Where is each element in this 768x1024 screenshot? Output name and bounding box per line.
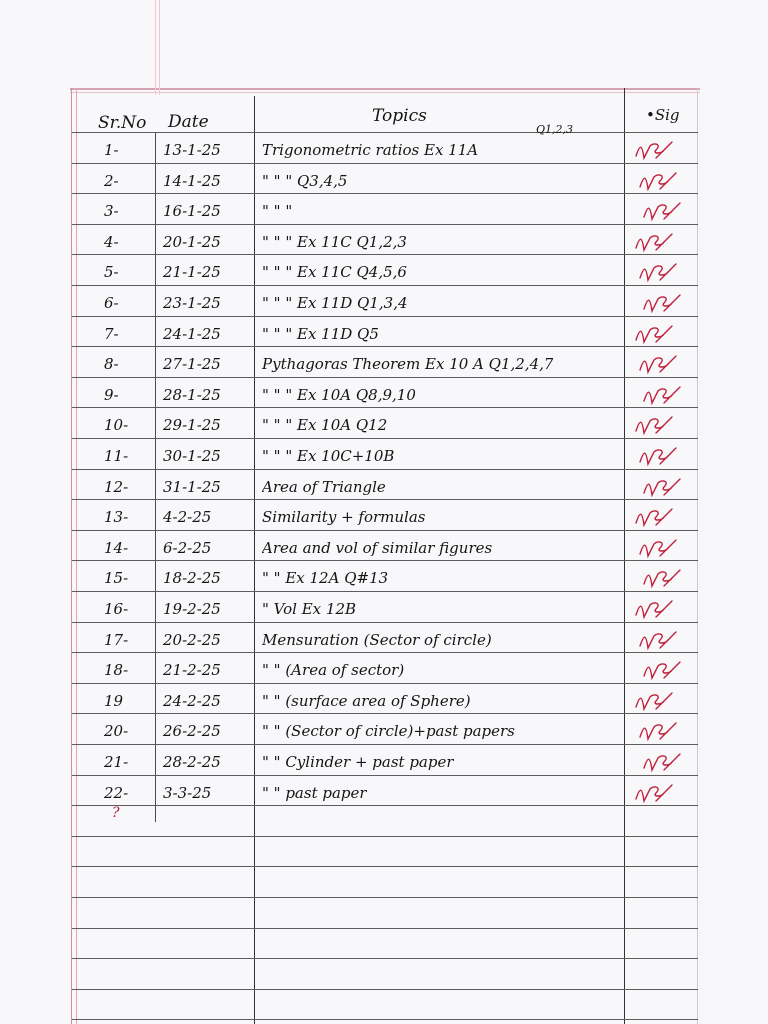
entry-serial: 3- <box>104 202 119 221</box>
signature-initials-icon <box>636 354 688 376</box>
entry-serial: 4- <box>104 232 119 251</box>
ruled-line <box>72 928 698 929</box>
ruled-line <box>72 469 698 470</box>
entry-topic: " " (Area of sector) <box>262 663 405 679</box>
ruled-line <box>72 438 698 439</box>
ruled-line <box>72 193 698 194</box>
signature-initials-icon <box>632 324 684 346</box>
signature-initials-icon <box>632 691 684 713</box>
header-topics: Topics <box>372 106 427 126</box>
entry-date: 28-2-25 <box>163 753 221 771</box>
faint-margin-line <box>155 0 156 95</box>
entry-date: 28-1-25 <box>163 385 221 404</box>
signature-initials-icon <box>640 568 692 590</box>
entry-topic: Trigonometric ratios Ex 11A <box>262 143 479 158</box>
ruled-line <box>72 775 698 776</box>
entry-serial: 18- <box>104 661 129 680</box>
signature-initials-icon <box>636 171 688 193</box>
ruled-line <box>72 530 698 531</box>
ruled-line <box>72 622 698 623</box>
ruled-line <box>72 836 698 837</box>
ruled-line <box>72 1019 698 1020</box>
ruled-line <box>72 285 698 286</box>
ruled-line <box>72 346 698 347</box>
top-margin-line <box>70 88 700 90</box>
entry-serial: 12- <box>104 477 129 496</box>
entry-topic: " " " Ex 10A Q12 <box>262 418 388 434</box>
entry-date: 21-1-25 <box>163 263 221 282</box>
entry-serial: 13- <box>104 508 129 527</box>
signature-column-divider <box>624 88 625 1024</box>
signature-initials-icon <box>640 477 692 499</box>
entry-topic: " " past paper <box>262 785 367 801</box>
ruled-line <box>72 958 698 959</box>
signature-initials-icon <box>632 232 684 254</box>
header-serial: Sr.No <box>98 113 147 133</box>
ruled-line <box>72 989 698 990</box>
ruled-line <box>72 744 698 745</box>
entry-date: 29-1-25 <box>163 416 221 435</box>
entry-serial: 22- <box>104 783 129 802</box>
ruled-line <box>72 591 698 592</box>
entry-serial: 14- <box>104 538 129 557</box>
signature-initials-icon <box>632 140 684 162</box>
ruled-line <box>72 224 698 225</box>
entry-date: 4-2-25 <box>163 508 212 527</box>
signature-initials-icon <box>640 293 692 315</box>
entry-date: 19-2-25 <box>163 600 221 618</box>
entry-date: 16-1-25 <box>163 202 221 221</box>
entry-topic: " " " Ex 11D Q5 <box>262 326 379 342</box>
entry-topic: " " " Ex 10A Q8,9,10 <box>262 387 416 403</box>
entry-date: 24-2-25 <box>163 691 221 710</box>
entry-date: 20-2-25 <box>163 630 221 649</box>
ruled-line <box>72 377 698 378</box>
signature-initials-icon <box>640 660 692 682</box>
header-topics-note: Q1,2,3 <box>536 123 574 136</box>
ruled-line <box>72 560 698 561</box>
entry-serial: 2- <box>104 171 119 190</box>
ruled-line <box>72 713 698 714</box>
entry-topic: " Vol Ex 12B <box>262 602 357 617</box>
entry-serial: 20- <box>104 722 129 741</box>
signature-initials-icon <box>640 201 692 223</box>
entry-topic: " " " Q3,4,5 <box>262 173 348 189</box>
ruled-line <box>72 652 698 653</box>
faint-margin-line <box>159 0 160 95</box>
ruled-line <box>72 316 698 317</box>
entry-topic: Area and vol of similar figures <box>262 540 493 556</box>
left-margin-line <box>71 88 72 1024</box>
entry-date: 30-1-25 <box>163 447 221 465</box>
top-margin-line-secondary <box>70 92 700 93</box>
signature-initials-icon <box>636 721 688 743</box>
right-edge-line <box>697 88 698 1024</box>
entry-serial: 11- <box>104 447 129 465</box>
signature-initials-icon <box>640 752 692 774</box>
entry-topic: " " (surface area of Sphere) <box>262 693 471 709</box>
entry-topic: Pythagoras Theorem Ex 10 A Q1,2,4,7 <box>262 357 554 373</box>
ruled-line <box>72 866 698 867</box>
entry-date: 26-2-25 <box>163 722 221 741</box>
signature-initials-icon <box>640 385 692 407</box>
entry-topic: " " " <box>262 204 293 220</box>
entry-serial: 17- <box>104 630 129 649</box>
entry-date: 24-1-25 <box>163 324 221 343</box>
entry-serial: 1- <box>104 141 119 159</box>
entry-topic: " " " Ex 11D Q1,3,4 <box>262 296 408 311</box>
date-column-divider <box>155 132 156 822</box>
ruled-line <box>72 897 698 898</box>
ruled-line <box>72 132 698 133</box>
entry-date: 6-2-25 <box>163 538 212 557</box>
signature-initials-icon <box>632 599 684 621</box>
entry-serial: 9- <box>104 385 119 404</box>
entry-serial: 6- <box>104 294 119 312</box>
entry-serial: 5- <box>104 263 119 282</box>
entry-topic: Similarity + formulas <box>262 510 426 526</box>
entry-date: 3-3-25 <box>163 783 212 802</box>
entry-topic: " " (Sector of circle)+past papers <box>262 724 515 740</box>
ruled-line <box>72 163 698 164</box>
entry-topic: " " " Ex 11C Q1,2,3 <box>262 234 407 250</box>
entry-topic: " " Ex 12A Q#13 <box>262 571 389 587</box>
ruled-line <box>72 805 698 806</box>
entry-serial: 15- <box>104 569 129 588</box>
entry-date: 20-1-25 <box>163 232 221 251</box>
header-date: Date <box>168 112 209 132</box>
header-signature: •Sig <box>646 106 680 124</box>
entry-date: 14-1-25 <box>163 171 221 190</box>
entry-topic: " " " Ex 11C Q4,5,6 <box>262 265 407 281</box>
entry-date: 18-2-25 <box>163 569 221 588</box>
left-margin-line <box>76 88 77 1024</box>
entry-serial: 16- <box>104 600 129 618</box>
entry-date: 13-1-25 <box>163 141 221 159</box>
entry-serial: 19 <box>104 691 124 710</box>
signature-initials-icon <box>636 630 688 652</box>
entry-serial: 21- <box>104 753 129 771</box>
entry-serial: 8- <box>104 355 119 374</box>
signature-initials-icon <box>632 415 684 437</box>
ruled-line <box>72 683 698 684</box>
entry-date: 27-1-25 <box>163 355 221 374</box>
entry-date: 23-1-25 <box>163 294 221 312</box>
entry-topic: Mensuration (Sector of circle) <box>262 632 492 648</box>
margin-question-mark: ? <box>112 805 120 821</box>
signature-initials-icon <box>636 446 688 468</box>
entry-topic: " " Cylinder + past paper <box>262 755 454 770</box>
signature-initials-icon <box>632 507 684 529</box>
signature-initials-icon <box>636 538 688 560</box>
entry-date: 31-1-25 <box>163 477 221 496</box>
entry-topic: " " " Ex 10C+10B <box>262 449 395 464</box>
ruled-line <box>72 407 698 408</box>
entry-serial: 7- <box>104 324 119 343</box>
entry-date: 21-2-25 <box>163 661 221 680</box>
signature-initials-icon <box>636 262 688 284</box>
ruled-line <box>72 499 698 500</box>
signature-initials-icon <box>632 783 684 805</box>
entry-topic: Area of Triangle <box>262 479 386 495</box>
ruled-line <box>72 254 698 255</box>
entry-serial: 10- <box>104 416 129 435</box>
